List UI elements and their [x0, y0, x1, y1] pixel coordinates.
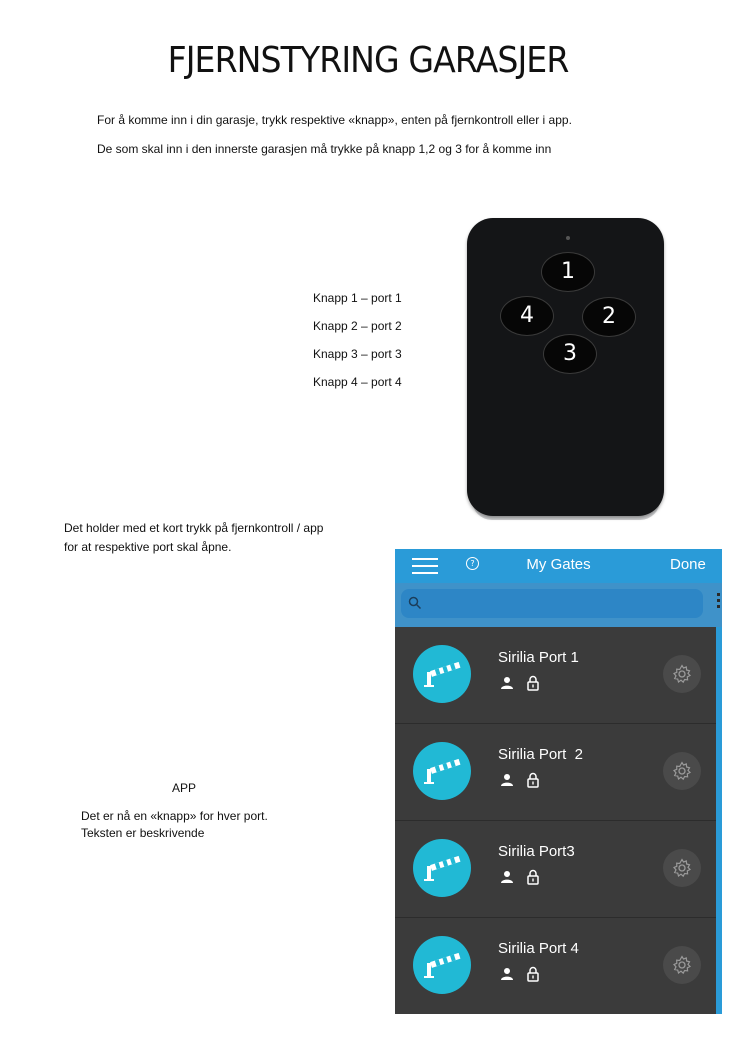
barrier-gate-icon	[413, 742, 471, 800]
app-label: APP	[172, 781, 197, 795]
search-icon	[408, 596, 422, 610]
gate-row[interactable]	[395, 918, 716, 1014]
user-icon	[500, 967, 514, 981]
remote-led	[566, 236, 570, 240]
barrier-gate-icon	[413, 936, 471, 994]
button-map-item: Knapp 1 – port 1	[313, 291, 402, 305]
help-icon[interactable]: ?	[466, 557, 479, 570]
more-icon[interactable]	[717, 593, 720, 611]
user-icon	[500, 676, 514, 690]
gate-row[interactable]	[395, 724, 716, 821]
user-icon	[500, 773, 514, 787]
gate-row[interactable]	[395, 821, 716, 918]
app-note-1: Det er nå en «knapp» for hver port.	[81, 809, 268, 823]
gate-name: Sirilia Port 4	[498, 940, 579, 957]
intro-text-2: De som skal inn i den innerste garasjen må trykke på knapp 1,2 og 3 for å komme inn	[97, 142, 552, 156]
scroll-edge	[716, 627, 722, 1014]
app-header	[395, 549, 722, 583]
lock-icon	[526, 966, 540, 982]
settings-button[interactable]	[663, 655, 701, 693]
remote-button-4[interactable]: 4	[500, 296, 554, 336]
barrier-gate-icon	[413, 839, 471, 897]
done-button[interactable]: Done	[670, 556, 706, 573]
lock-icon	[526, 869, 540, 885]
gear-icon	[672, 858, 692, 878]
gate-name: Sirilia Port 2	[498, 746, 584, 763]
button-map-item: Knapp 4 – port 4	[313, 375, 402, 389]
remote-button-1[interactable]: 1	[541, 252, 595, 292]
hold-note-1: Det holder med et kort trykk på fjernkontroll / app	[64, 521, 324, 535]
remote-button-2[interactable]: 2	[582, 297, 636, 337]
app-screenshot	[395, 549, 722, 1014]
intro-text-1: For å komme inn i din garasje, trykk respektive «knapp», enten på fjernkontroll eller i app.	[97, 113, 572, 127]
gear-icon	[672, 761, 692, 781]
gate-name: Sirilia Port3	[498, 843, 575, 860]
lock-icon	[526, 675, 540, 691]
gate-open-button[interactable]	[413, 936, 471, 994]
settings-button[interactable]	[663, 946, 701, 984]
gate-open-button[interactable]	[413, 645, 471, 703]
settings-button[interactable]	[663, 752, 701, 790]
remote-button-3[interactable]: 3	[543, 334, 597, 374]
app-title: My Gates	[526, 556, 591, 573]
settings-button[interactable]	[663, 849, 701, 887]
gate-name: Sirilia Port 1	[498, 649, 579, 666]
barrier-gate-icon	[413, 645, 471, 703]
gate-row[interactable]	[395, 627, 716, 724]
gear-icon	[672, 664, 692, 684]
page-title: FJERNSTYRING GARASJER	[167, 40, 569, 81]
gear-icon	[672, 955, 692, 975]
search-input[interactable]	[401, 589, 703, 618]
hold-note-2: for at respektive port skal åpne.	[64, 540, 232, 554]
button-map-item: Knapp 3 – port 3	[313, 347, 402, 361]
button-map-item: Knapp 2 – port 2	[313, 319, 402, 333]
gate-open-button[interactable]	[413, 839, 471, 897]
user-icon	[500, 870, 514, 884]
app-note-2: Teksten er beskrivende	[81, 826, 205, 840]
lock-icon	[526, 772, 540, 788]
gate-open-button[interactable]	[413, 742, 471, 800]
